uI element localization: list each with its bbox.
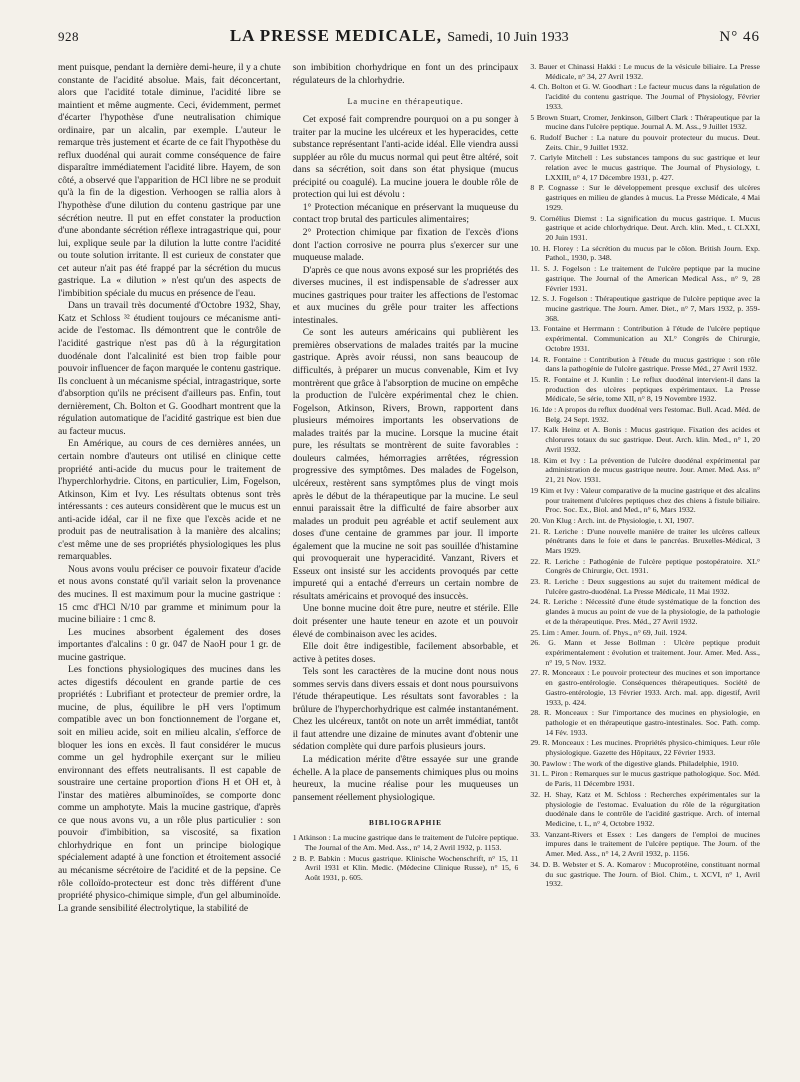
paragraph: Elle doit être indigestible, facilement absorbable, et active à petites doses. bbox=[292, 641, 519, 665]
bibliography-entry: 26. G. Mann et Jesse Bollman : Ulcère peptique produit expérimentalement : évolution et traitement. Jour. Amer. Med. Ass., n° 19, 5 Nov. 1932. bbox=[530, 638, 760, 667]
bibliography-entry: 9. Cornélius Diemst : La signification du mucus gastrique. I. Mucus gastrique et acide chlorhydrique. Deut. Arch. klin. Med., t. CLXXI, 20 Juin 1931. bbox=[530, 213, 760, 243]
bibliography-entry: 22. R. Leriche : Pathogénie de l'ulcère peptique postopératoire. XL° Congrès de Chirurgie, Oct. 1931. bbox=[530, 556, 760, 576]
bibliography-entry: 8 P. Cognasse : Sur le développement presque exclusif des ulcères gastriques en milieu de glandes à mucus. La Presse Médicale, 4 Mai 1929. bbox=[530, 183, 760, 212]
bibliography-entry: 15. R. Fontaine et J. Kunlin : Le reflux duodénal intervient-il dans la production des ulcères peptiques expérimentaux. La Presse Médicale, 5e série, tome XII, n° 8, 19 Novembre 1932. bbox=[530, 374, 760, 404]
paragraph: Cet exposé fait comprendre pourquoi on a pu songer à traiter par la mucine les ulcéreux et les hyperacides, cette substance représentant l'anti-acide idéal. Elle viendra aussi suppléer au rôle du mucus normal qui peut être altéré, soit dans sa sécrétion, soit dans son état physique (mucus précipité ou coagulé). La mucine jouera le double rôle de protection qui lui est dévolu : bbox=[292, 114, 519, 201]
column-3 bbox=[530, 62, 760, 1072]
bibliography-entry: 20. Von Klug : Arch. int. de Physiologie, t. XI, 1907. bbox=[530, 515, 694, 525]
paragraph: D'après ce que nous avons exposé sur les propriétés des diverses mucines, il est indispensable de s'adresser aux mucines gastriques pour traiter les affections de l'estomac et aux mucines du grêle pour traiter les affections intestinales. bbox=[292, 264, 519, 326]
paragraph: 2° Protection chimique par fixation de l'excès d'ions dont l'action corrosive ne pourra plus s'exercer sur une muqueuse malade. bbox=[292, 227, 519, 264]
text-columns bbox=[58, 62, 760, 1072]
paragraph: Ce sont les auteurs américains qui publièrent les premières observations de malades traités par la mucine gastrique. Après avoir réussi, non sans beaucoup de difficultés, à préparer un mucus convenable, Kim et Ivy montrèrent que grâce à l'absorption de mucine on empêche la production de l'ulcère expérimental chez le chien. Fogelson, Atkinson, Rivers, Brown, rapportent dans plusieurs mémoires importants les observations de malades traités par la mucine. Lorsque la mucine était pure, les résultats se montrèrent de suite favorables : douleurs calmées, hémorragies arrêtées, régression progressive des symptômes. Des malades de Fogelson, ulcéreux, restèrent sans symptômes plus de vingt mois après le début de la thérapeutique par la mucine. Le seul ennui paraissait être la difficulté de faire absorber aux malades un produit peu agréable et actif seulement aux doses d'une centaine de grammes par jour. Il importe également que la mucine ne soit pas souillée d'histamine qui provoquerait une hyperacidité. Vanzant, Rivers et Esseux ont insisté sur les accidents provoqués par cette impureté qui a entaché d'erreurs un certain nombre de résultats américains et provoqué des insuccès. bbox=[292, 327, 519, 602]
bibliography-entry: 25. Lim : Amer. Journ. of. Phys., n° 69, Juil. 1924. bbox=[530, 627, 687, 637]
bibliography-entry: 31. L. Piron : Remarques sur le mucus gastrique pathologique. Soc. Méd. de Paris, 11 Décembre 1931. bbox=[530, 769, 760, 789]
bibliography-entry: 5 Brown Stuart, Cromer, Jenkinson, Gilbert Clark : Thérapeutique par la mucine dans l'ulcère peptique. Journal A. M. Ass., 9 Juillet 1932. bbox=[530, 112, 760, 132]
bibliography-heading: BIBLIOGRAPHIE bbox=[369, 818, 443, 828]
bibliography-entry: 10. H. Florey : La sécrétion du mucus par le côlon. British Journ. Exp. Pathol., 1930, p. 348. bbox=[530, 243, 760, 263]
bibliography-entry: 14. R. Fontaine : Contribution à l'étude du mucus gastrique : son rôle dans la pathogénie de l'ulcère gastrique. Presse Méd., 27 Avril 1932. bbox=[530, 354, 760, 374]
bibliography-entry: 18. Kim et Ivy : La prévention de l'ulcère duodénal expérimental par administration de mucus gastrique neutre. Jour. Amer. Med. Ass. n° 21, 21 Nov. 1931. bbox=[530, 455, 760, 485]
bibliography-entry: 21. R. Leriche : D'une nouvelle manière de traiter les ulcères calleux pénétrants dans le foie et dans le pancréas. Bruxelles-Médical, 3 Mars 1929. bbox=[530, 526, 760, 556]
bibliography-entry: 6. Rudolf Bucher : La nature du pouvoir protecteur du mucus. Deut. Zeits. Chir., 9 Juillet 1932. bbox=[530, 132, 760, 152]
bibliography-entry: 17. Kalk Heinz et A. Bonis : Mucus gastrique. Fixation des acides et chlorures totaux du suc gastrique. Deut. Arch. klin. Med., n° 1, 20 Avril 1932. bbox=[530, 425, 760, 454]
bibliography-entry: 23. R. Leriche : Deux suggestions au sujet du traitement médical de l'ulcère gastro-duodénal. La Presse Médicale, 11 Mai 1932. bbox=[530, 577, 760, 596]
bibliography-list bbox=[530, 62, 760, 889]
bibliography-entry: 24. R. Leriche : Nécessité d'une étude systématique de la fonction des glandes à mucus au point de vue de la physiologie, de la pathologie et de la thérapeutique. Pres. Méd., 27 Avril 1932. bbox=[530, 597, 760, 626]
bibliography-entry: 3. Bauer et Chinassi Hakki : Le mucus de la vésicule biliaire. La Presse Médicale, n° 34, 27 Avril 1932. bbox=[530, 62, 760, 81]
bibliography-entry: 16. Ide : A propos du reflux duodénal vers l'estomac. Bull. Acad. Méd. de Belg. 24 Sept. 1932. bbox=[530, 405, 760, 424]
paragraph: Dans un travail très documenté d'Octobre 1932, Shay, Katz et Schloss ³² étudient toujours ce mécanisme anti-acide de l'estomac. Ils démontrent que le contrôle de l'acidité gastrique n'est pas dû à la régurgitation duodénale dont l'alcalinité est bien trop faible pour pouvoir influencer de façon marquée le contenu gastrique. Ils concluent à un mécanisme spécial, intragastrique, sorte d'absorption qu'ils ne précisent d'ailleurs pas. Enfin, tout dernièrement, Ch. Bolton et G. Goodhart montrent que la régulation automatique de l'acidité gastrique est bien due au facteur mucus. bbox=[58, 300, 281, 437]
column-2 bbox=[293, 62, 519, 1072]
paragraph: La médication mérite d'être essayée sur une grande échelle. A la place de pansements chimiques plus ou moins heureux, la mucine réalise pour les muqueuses un pansement réellement physiologique. bbox=[292, 753, 519, 803]
journal-title-line bbox=[230, 26, 569, 46]
paragraph: Tels sont les caractères de la mucine dont nous nous sommes servis dans divers essais et dont nous poursuivons l'étude thérapeutique. Les résultats sont favorables : la brûlure de l'hyperchorhydrique est calmée instantanément. Chez les ulcéreux, tantôt on note un arrêt immédiat, tantôt il faut attendre une dizaine de minutes avant d'obtenir une sédation complète qui dure parfois plusieurs jours. bbox=[292, 666, 519, 753]
bibliography-entry: 19 Kim et Ivy : Valeur comparative de la mucine gastrique et des alcalins pour traitement d'ulcères peptiques chez des chiens à fistule biliaire. Proc. Soc. Ex., Biol. and Med., n° 6, Mars 1932. bbox=[530, 485, 760, 515]
bibliography-entry: 12. S. J. Fogelson : Thérapeutique gastrique de l'ulcère peptique avec la mucine gastrique. The Journ. Amer. Diet., n° 7, Mars 1932, p. 359-368. bbox=[530, 294, 760, 323]
bibliography-entry: 32. H. Shay, Katz et M. Schloss : Recherches expérimentales sur la physiologie de l'estomac. Evaluation du rôle de la régurgitation duodénale dans le contrôle de l'acidité gastrique. Arch. of internal Medicine, t. L, n° 4, Octobre 1932. bbox=[530, 789, 760, 829]
journal-name: LA PRESSE MEDICALE, bbox=[229, 26, 442, 45]
paragraph: Les fonctions physiologiques des mucines dans les actes digestifs découlent en grande partie de ces propriétés : Lubrifiant et protecteur de premier ordre, la mucine, de plus, équilibre le pH vers l'optimum compatible avec un bon fonctionnement de l'organe et, soit en milieu acide, soit en milieu alcalin, s'efforce de bloquer les ions en excès. Il faut considérer le mucus comme un gel hydrophile exerçant sur le milieu environnant des effets neutralisants. Il est capable de soustraire une certaine proportion d'ions H et OH et, à l'instar des matières albuminoïdes, se comporte donc comme un amphotyte. Mais la mucine gastrique, d'après ce que nous avons vu, a un rôle plus particulier : son pouvoir d'imbibition, sa viscosité, sa fixation chlorhydrique en font un principe biologique spécialement adapté à une fonction et étroitement associé au mécanisme sécrétoire de l'acidité et de la pepsine. Ce rôle colloïdo-protecteur est donc très différent d'une propriété physico-chimique simple, d'un gel albuminoïde. La grande sensibilité électrolytique, la stabilité de bbox=[58, 664, 281, 914]
bibliography-list bbox=[293, 833, 519, 883]
paragraph: son imbibition chorhydrique en font un des principaux régulateurs de la chlorhydrie. bbox=[292, 62, 519, 86]
paragraph: ment puisque, pendant la dernière demi-heure, il y a chute constante de l'acidité absolue. Mais, fait déconcertant, alors que l'acidité totale diminue, l'acidité libre se maintient et même augmente. Ceci, évidemment, permet d'écarter l'hypothèse d'une neutralisation chimique ordinaire, par un alcalin, par exemple. L'auteur le remarque très justement et écarte de ce fait l'hypothèse du reflux duodénal qui aurait comme conséquence de faire disparaître immédiatement l'acidité libre. Hayem, de son côté, a observé que l'apparition de HCl libre ne se produit qu'à la fin de la digestion. Verhoogen se rallia alors à l'hypothèse d'une dilution du contenu gastrique par une sécrétion neutre. Il put en effet constater la production d'une abondante sécrétion réflexe intragastrique qui, pour lui, explique seule par la dilution la lutte contre l'acidité ou toute solution irritante. Il est curieux de constater que cet auteur n'ait pas été frappé par la sécrétion du mucus gastrique. La « dilution » n'est qu'un des aspects de l'imbibition spéciale du mucus en présence de l'eau. bbox=[58, 62, 281, 299]
bibliography-entry: 2 B. P. Babkin : Mucus gastrique. Klinische Wochenschrift, n° 15, 11 Avril 1931 et Klin. Medic. (Médecine Clinique Russe), n° 15, 6 Août 1931, p. 605. bbox=[292, 853, 519, 883]
page-header bbox=[58, 26, 760, 48]
bibliography-entry: 28. R. Monceaux : Sur l'importance des mucines en physiologie, en pathologie et en thérapeutique gastro-intestinales. Soc. Path. comp. 14 Fév. 1933. bbox=[530, 708, 760, 737]
paragraph: 1° Protection mécanique en préservant la muqueuse du contact trop brutal des particules alimentaires; bbox=[292, 201, 519, 226]
bibliography-entry: 27. R. Monceaux : Le pouvoir protecteur des mucines et son importance en gastro-entérologie. Conséquences thérapeutiques. Société de Gastro-entérologie, 13 Février 1933. Arch. mal. app. digestif, Avril 1933, p. 424. bbox=[530, 668, 760, 707]
bibliography-entry: 29. R. Monceaux : Les mucines. Propriétés physico-chimiques. Leur rôle physiologique. Gazette des Hôpitaux, 22 Février 1933. bbox=[530, 738, 760, 758]
issue-date: Samedi, 10 Juin 1933 bbox=[447, 30, 569, 45]
issue-number: N° 46 bbox=[719, 29, 760, 45]
paragraph: Les mucines absorbent également des doses importantes d'alcalins : 0 gr. 047 de NaoH pour 1 gr. de mucine gastrique. bbox=[58, 626, 281, 663]
bibliography-entry: 34. D. B. Webster et S. A. Komarov : Mucoprotéine, constituant normal du suc gastrique. The Journ. of Biol. Chim., t. XCVI, n° 1, Avril 1932. bbox=[530, 859, 760, 889]
paragraph: Nous avons voulu préciser ce pouvoir fixateur d'acide et nous avons constaté qu'il variait selon la provenance des mucines. Il est maximum pour la mucine gastrique : 15 cmc d'HCl N/10 par gramme et minimum pour la mucine biliaire : 1 cmc 8. bbox=[58, 563, 281, 626]
bibliography-entry: 11. S. J. Fogelson : Le traitement de l'ulcère peptique par la mucine gastrique. The Journal of the American Medical Ass., n° 9, 28 Février 1931. bbox=[530, 264, 760, 293]
section-heading: La mucine en thérapeutique. bbox=[347, 97, 464, 107]
bibliography-entry: 13. Fontaine et Herrmann : Contribution à l'étude de l'ulcère peptique expérimental. Communication au XL° Congrès de Chirurgie, Octobre 1931. bbox=[530, 324, 760, 353]
bibliography-entry: 7. Carlyle Mitchell : Les substances tampons du suc gastrique et leur relation avec le mucus gastrique. The Journal of Physiology, t. LXXIII, n° 4, 17 Décembre 1931, p. 427. bbox=[530, 153, 760, 182]
paragraph: Une bonne mucine doit être pure, neutre et stérile. Elle doit présenter une haute teneur en azote et un pouvoir élevé de combinaison avec les acides. bbox=[292, 603, 519, 640]
column-1 bbox=[58, 62, 281, 1072]
bibliography-entry: 1 Atkinson : La mucine gastrique dans le traitement de l'ulcère peptique. The Journal of the Am. Med. Ass., n° 14, 2 Avril 1932, p. 1153. bbox=[292, 833, 519, 852]
bibliography-entry: 30. Pawlow : The work of the digestive glands. Philadelphie, 1910. bbox=[530, 758, 739, 768]
page-number: 928 bbox=[58, 29, 79, 44]
bibliography-entry: 33. Vanzant-Rivers et Essex : Les dangers de l'emploi de mucines impures dans le traitement de l'ulcère peptique. The Journ. of the Amer. Med. Ass., n° 14, 2 Avril 1932, p. 1156. bbox=[530, 829, 760, 859]
bibliography-entry: 4. Ch. Bolton et G. W. Goodhart : Le facteur mucus dans la régulation de l'acidité du contenu gastrique. The Journal of Physiology, Février 1933. bbox=[530, 82, 760, 111]
paragraph: En Amérique, au cours de ces dernières années, un certain nombre d'auteurs ont utilisé en clinique cette propriété anti-acide du mucus pour le traitement de l'hyperchlorhydrie. Citons, en particulier, Lim, Fogelson, Atkinson, Kim et Ivy. Les résultats obtenus sont très intéressants : ces auteurs considèrent que le mucus est un anti-acide idéal, car il ne fixe que l'excès acide et ne produit pas de neutralisation à la manière des alcalins; c'est même une de ses propriétés physiologiques les plus remarquables. bbox=[58, 438, 281, 563]
